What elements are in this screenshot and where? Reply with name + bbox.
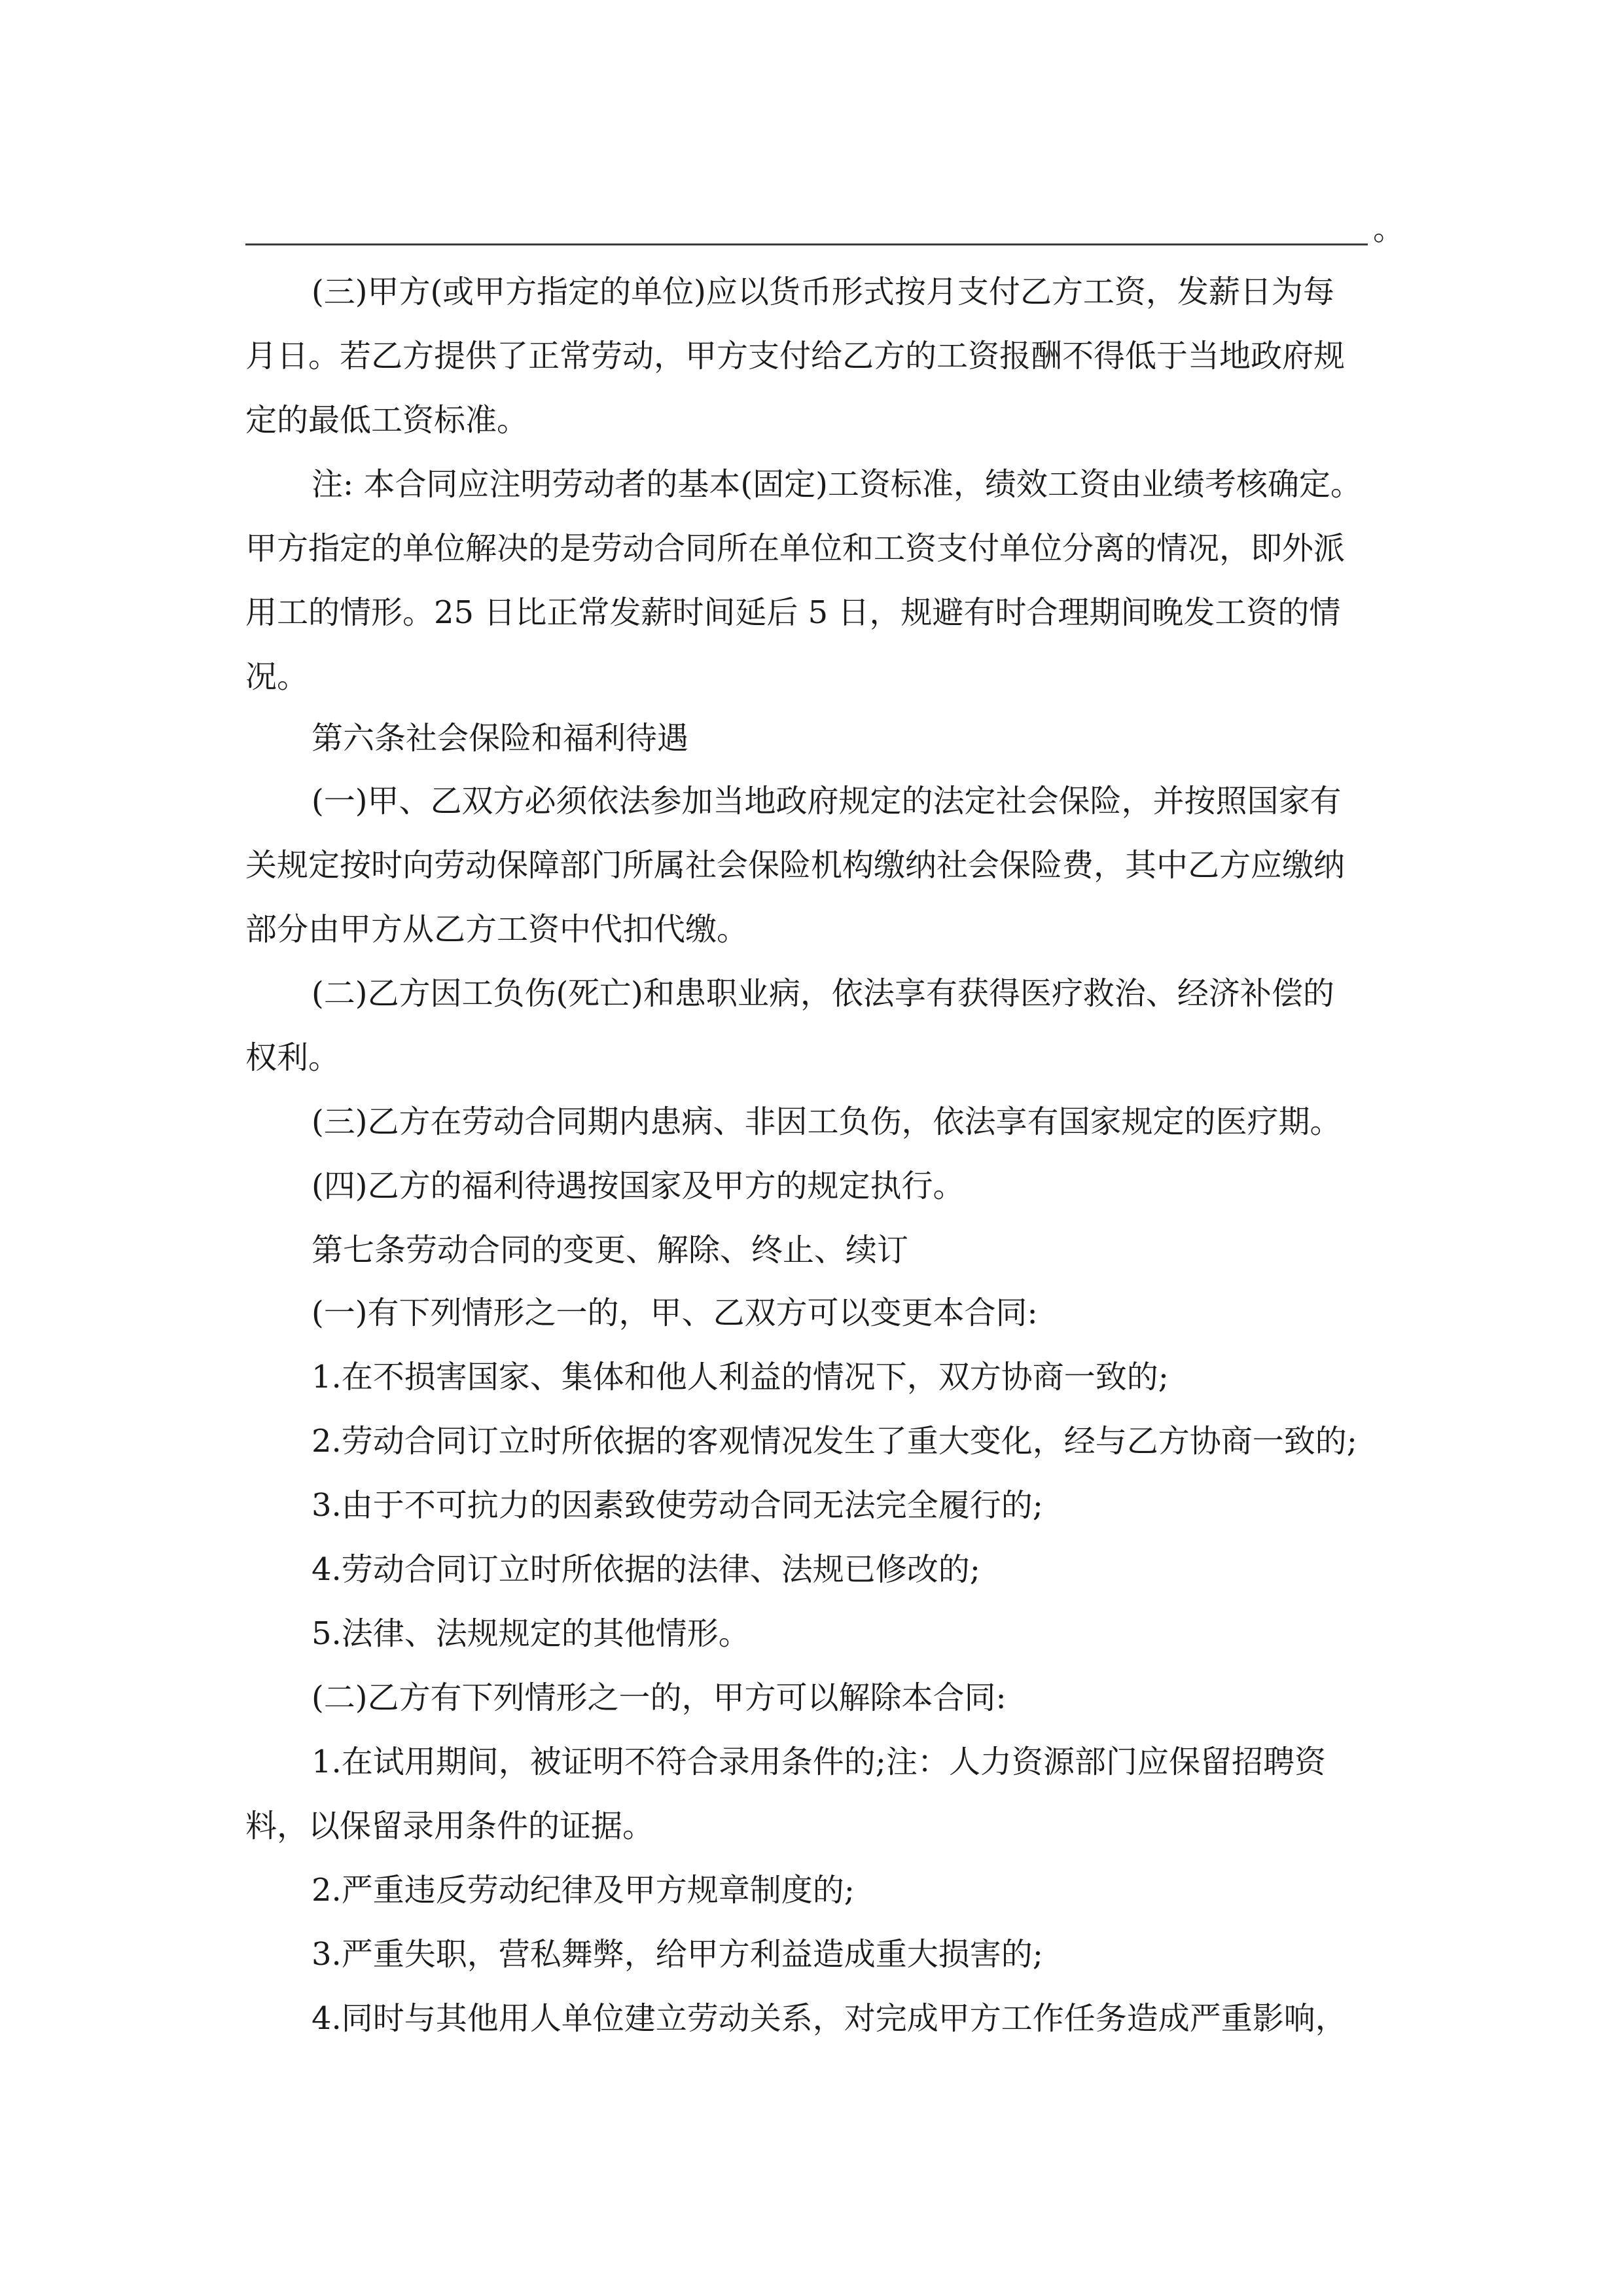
list-item: 4.同时与其他用人单位建立劳动关系，对完成甲方工作任务造成严重影响， (312, 2000, 1347, 2037)
paragraph-line: 权利。 (245, 1039, 340, 1076)
list-item: 3.由于不可抗力的因素致使劳动合同无法完全履行的; (312, 1487, 1043, 1524)
list-item: 2.严重违反劳动纪律及甲方规章制度的; (312, 1872, 855, 1909)
paragraph-line: 定的最低工资标准。 (245, 402, 529, 439)
list-item: 4.劳动合同订立时所依据的法律、法规已修改的; (312, 1551, 980, 1588)
paragraph-line: 注: 本合同应注明劳动者的基本(固定)工资标准，绩效工资由业绩考核确定。 (312, 466, 1362, 503)
paragraph-line: (二)乙方因工负伤(死亡)和患职业病，依法享有获得医疗救治、经济补偿的 (312, 975, 1334, 1012)
paragraph-line: 部分由甲方从乙方工资中代扣代缴。 (245, 911, 749, 948)
paragraph-line: 月日。若乙方提供了正常劳动，甲方支付给乙方的工资报酬不得低于当地政府规 (245, 338, 1346, 374)
list-item: 1.在不损害国家、集体和他人利益的情况下，双方协商一致的; (312, 1359, 1169, 1395)
paragraph-line: (四)乙方的福利待遇按国家及甲方的规定执行。 (312, 1168, 965, 1204)
list-item: 3.严重失职，营私舞弊，给甲方利益造成重大损害的; (312, 1936, 1043, 1973)
section-heading: 第六条社会保险和福利待遇 (312, 720, 689, 757)
list-item-continuation: 料，以保留录用条件的证据。 (245, 1808, 654, 1844)
paragraph-line: 关规定按时向劳动保障部门所属社会保险机构缴纳社会保险费，其中乙方应缴纳 (245, 847, 1346, 884)
paragraph-line: (二)乙方有下列情形之一的，甲方可以解除本合同: (312, 1679, 1007, 1716)
paragraph-line: (三)甲方(或甲方指定的单位)应以货币形式按月支付乙方工资，发薪日为每 (312, 274, 1334, 310)
fill-in-blank-line (245, 243, 1368, 245)
list-item: 1.在试用期间，被证明不符合录用条件的;注：人力资源部门应保留招聘资 (312, 1744, 1326, 1780)
paragraph-line: (一)有下列情形之一的，甲、乙双方可以变更本合同: (312, 1295, 1038, 1331)
list-item: 5.法律、法规规定的其他情形。 (312, 1615, 750, 1652)
section-heading: 第七条劳动合同的变更、解除、终止、续订 (312, 1232, 909, 1268)
blank-end-punctuation: 。 (1373, 211, 1405, 247)
paragraph-line: 甲方指定的单位解决的是劳动合同所在单位和工资支付单位分离的情况，即外派 (245, 530, 1346, 567)
paragraph-line: 况。 (245, 658, 309, 695)
list-item: 2.劳动合同订立时所依据的客观情况发生了重大变化，经与乙方协商一致的; (312, 1423, 1357, 1460)
paragraph-line: 用工的情形。25 日比正常发薪时间延后 5 日，规避有时合理期间晚发工资的情 (245, 594, 1341, 631)
paragraph-line: (三)乙方在劳动合同期内患病、非因工负伤，依法享有国家规定的医疗期。 (312, 1103, 1342, 1140)
paragraph-line: (一)甲、乙双方必须依法参加当地政府规定的法定社会保险，并按照国家有 (312, 783, 1342, 819)
